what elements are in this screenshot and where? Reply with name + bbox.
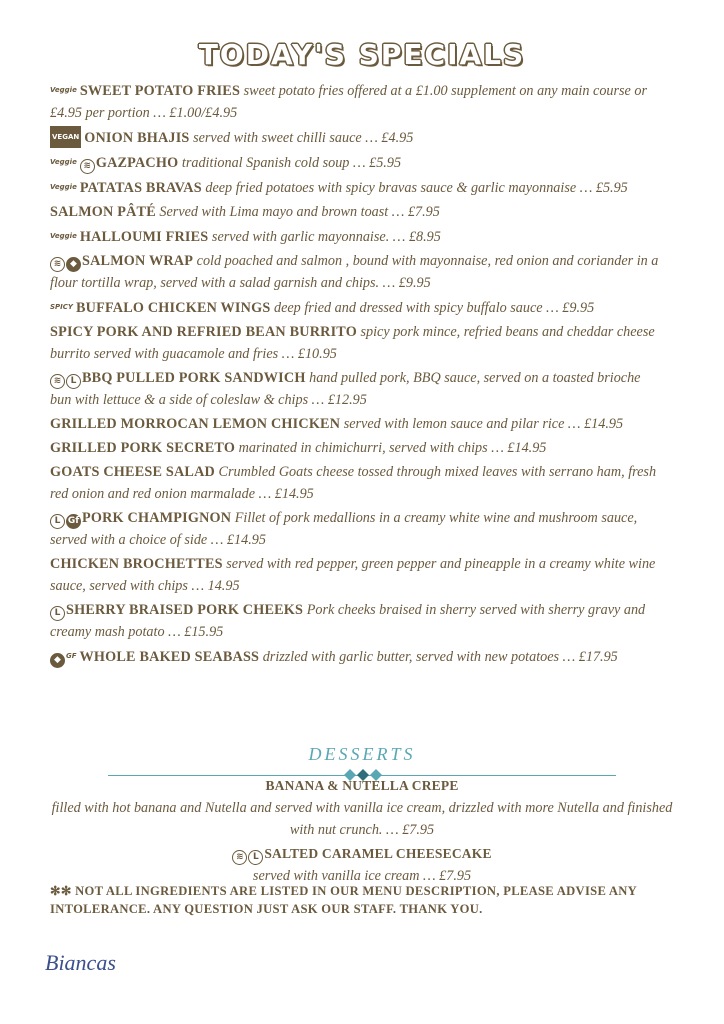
menu-item	[50, 437, 660, 459]
item-name: SALMON PÂTÉ	[50, 204, 156, 220]
gluten-free-icon: ≋	[80, 159, 95, 174]
item-name: SPICY PORK AND REFRIED BEAN BURRITO	[50, 324, 357, 340]
item-description: deep fried and dressed with spicy buffalo sauce … £9.95	[273, 300, 595, 316]
desserts-heading: DESSERTS	[308, 744, 416, 764]
gluten-free-icon: ≋	[232, 850, 247, 865]
item-description: drizzled with garlic butter, served with new potatoes … £17.95	[262, 649, 618, 665]
item-description: deep fried potatoes with spicy bravas sauce & garlic mayonnaise … £5.95	[205, 180, 628, 196]
item-description: filled with hot banana and Nutella and served with vanilla ice cream, drizzled with more Nutella and finished with nut crunch. … £7.95	[51, 800, 673, 838]
lactose-icon: L	[248, 850, 263, 865]
item-name: GRILLED PORK SECRETO	[50, 440, 236, 456]
menu-item	[50, 296, 660, 319]
veggie-icon: Veggie	[50, 86, 77, 94]
item-description: traditional Spanish cold soup … £5.95	[181, 155, 402, 171]
item-name: HALLOUMI FRIES	[79, 229, 209, 245]
item-name: GRILLED MORROCAN LEMON CHICKEN	[50, 416, 341, 432]
specials-list	[50, 79, 660, 670]
menu-item	[50, 126, 660, 149]
vegan-icon: VEGAN	[50, 126, 81, 148]
item-name: PATATAS BRAVAS	[79, 180, 202, 196]
menu-item	[50, 176, 660, 199]
lactose-icon: L	[66, 374, 81, 389]
fish-icon: ◆	[50, 653, 65, 668]
menu-item	[50, 250, 660, 294]
menu-item	[50, 507, 660, 551]
menu-item	[50, 225, 660, 248]
biancas-logo: Biancas	[45, 950, 116, 975]
item-name: SHERRY BRAISED PORK CHEEKS	[66, 602, 304, 618]
menu-item	[50, 321, 660, 365]
item-description: Pork cheeks braised in sherry served with sherry gravy and creamy mash potato … £15.95	[50, 602, 646, 640]
menu-item	[50, 367, 660, 411]
item-description: sweet potato fries offered at a £1.00 supplement on any main course or £4.95 per portion … £1.00/£4.95	[50, 83, 648, 121]
veggie-icon: Veggie	[50, 158, 77, 166]
lactose-icon: L	[50, 514, 65, 529]
item-description: hand pulled pork, BBQ sauce, served on a toasted brioche bun with lettuce & a side of coleslaw & chips … £12.95	[50, 370, 641, 408]
item-name: BANANA & NUTELLA CREPE	[265, 778, 459, 793]
menu-item	[50, 599, 660, 643]
menu-item	[50, 201, 660, 223]
item-name: ONION BHAJIS	[84, 130, 190, 146]
item-name: SALMON WRAP	[82, 253, 194, 269]
item-description: cold poached and salmon , bound with mayonnaise, red onion and coriander in a flour tortilla wrap, served with a salad garnish and chips. … £9.95	[50, 253, 659, 291]
gf-text-icon: GF	[66, 652, 77, 660]
veggie-icon: Veggie	[50, 183, 77, 191]
item-description: spicy pork mince, refried beans and cheddar cheese burrito served with guacamole and fries … £10.95	[50, 324, 655, 362]
item-description: served with sweet chilli sauce … £4.95	[193, 130, 414, 146]
lactose-icon: L	[50, 606, 65, 621]
gluten-free-icon: ≋	[50, 257, 65, 272]
menu-item	[50, 645, 660, 668]
item-description: served with lemon sauce and pilar rice … £14.95	[343, 416, 624, 432]
fish-icon: ◆	[66, 257, 81, 272]
item-name: SWEET POTATO FRIES	[79, 83, 241, 99]
menu-item	[50, 553, 660, 597]
dessert-item	[40, 775, 684, 841]
menu-item	[50, 79, 660, 124]
item-description: Served with Lima mayo and brown toast … £7.95	[159, 204, 440, 220]
item-name: BBQ PULLED PORK SANDWICH	[82, 370, 306, 386]
item-description: served with garlic mayonnaise. … £8.95	[211, 229, 441, 245]
menu-item	[50, 151, 660, 174]
item-description: Crumbled Goats cheese tossed through mixed leaves with serrano ham, fresh red onion and red onion marmalade … £14.95	[50, 464, 657, 502]
menu-item	[50, 413, 660, 435]
item-name: CHICKEN BROCHETTES	[50, 556, 223, 572]
item-name: SALTED CARAMEL CHEESECAKE	[264, 846, 492, 861]
item-description: served with vanilla ice cream … £7.95	[252, 868, 472, 884]
item-name: GAZPACHO	[95, 155, 179, 171]
page-title: TODAY'S SPECIALS	[198, 38, 526, 71]
item-name: BUFFALO CHICKEN WINGS	[75, 300, 271, 316]
gluten-free-icon: ≋	[50, 374, 65, 389]
item-description: Fillet of pork medallions in a creamy white wine and mushroom sauce, served with a choice of side … £14.95	[50, 510, 638, 548]
item-name: GOATS CHEESE SALAD	[50, 464, 215, 480]
spicy-icon: SPICY	[50, 303, 73, 311]
item-name: PORK CHAMPIGNON	[82, 510, 232, 526]
item-name: WHOLE BAKED SEABASS	[79, 649, 260, 665]
veggie-icon: Veggie	[50, 232, 77, 240]
allergy-note: ✻✻ NOT ALL INGREDIENTS ARE LISTED IN OUR MENU DESCRIPTION, PLEASE ADVISE ANY INTOLERANCE. ANY QUESTION JUST ASK OUR STAFF. THANK YOU.	[50, 884, 637, 916]
desserts-list	[40, 775, 684, 889]
dessert-item	[40, 843, 684, 887]
item-description: marinated in chimichurri, served with chips … £14.95	[238, 440, 547, 456]
item-description: served with red pepper, green pepper and pineapple in a creamy white wine sauce, served with chips … 14.95	[50, 556, 656, 594]
menu-item	[50, 461, 660, 505]
gf-icon: Gf	[66, 514, 81, 529]
